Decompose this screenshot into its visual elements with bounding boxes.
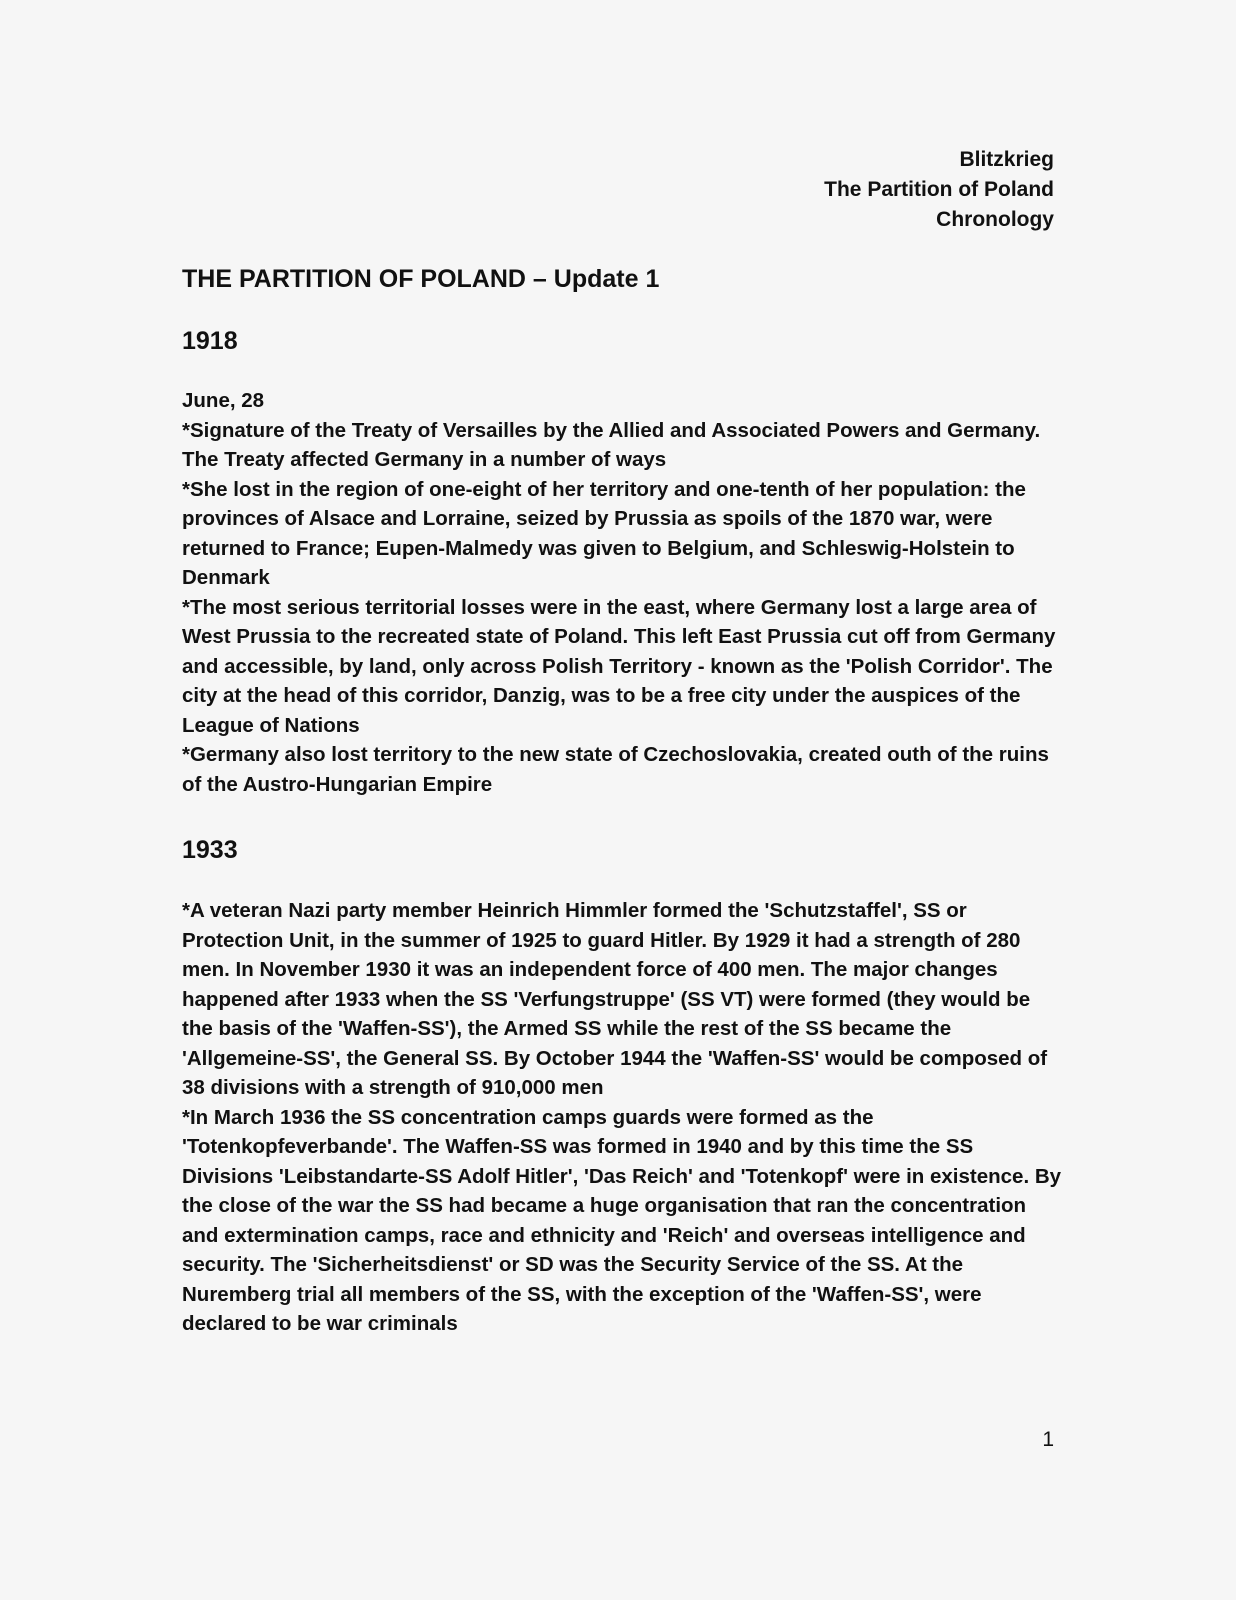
entry-date: June, 28 [182,389,265,412]
year-heading-1918: 1918 [182,327,238,355]
section-1933-body [182,896,1062,1339]
running-header [824,145,1054,235]
paragraph: *Germany also lost territory to the new state of Czechoslovakia, created outh of the ruins of the Austro-Hungarian Empire [182,743,1049,796]
header-section-title: Chronology [936,208,1054,231]
document-title: THE PARTITION OF POLAND – Update 1 [182,265,660,293]
paragraph: *The most serious territorial losses were in the east, where Germany lost a large area of West Prussia to the recreated state of Poland. This left East Prussia cut off from Germany and accessible, by land, only across Polish Territory - known as the 'Polish Corridor'. The city at the head of this corridor, Danzig, was to be a free city under the auspices of the League of Nations [182,595,1056,737]
header-volume-title: The Partition of Poland [824,178,1054,201]
paragraph: *Signature of the Treaty of Versailles by the Allied and Associated Powers and Germany. The Treaty affected Germany in a number of ways [182,418,1041,471]
paragraph: *She lost in the region of one-eight of her territory and one-tenth of her population: the provinces of Alsace and Lorraine, seized by Prussia as spoils of the 1870 war, were returned to France; Eupen-Malmedy was given to Belgium, and Schleswig-Holstein to Denmark [182,477,1026,589]
page-number: 1 [1042,1428,1054,1451]
paragraph: *A veteran Nazi party member Heinrich Himmler formed the 'Schutzstaffel', SS or Protection Unit, in the summer of 1925 to guard Hitler. By 1929 it had a strength of 280 men. In November 1930 it was an independent force of 400 men. The major changes happened after 1933 when the SS 'Verfungstruppe' (SS VT) were formed (they would be the basis of the 'Waffen-SS'), the Armed SS while the rest of the SS became the 'Allgemeine-SS', the General SS. By October 1944 the 'Waffen-SS' would be composed of 38 divisions with a strength of 910,000 men [182,899,1048,1099]
header-series-title: Blitzkrieg [959,148,1054,171]
section-1918-body [182,386,1062,799]
year-heading-1933: 1933 [182,836,238,864]
paragraph: *In March 1936 the SS concentration camps guards were formed as the 'Totenkopfeverbande'. The Waffen-SS was formed in 1940 and by this time the SS Divisions 'Leibstandarte-SS Adolf Hitler', 'Das Reich' and 'Totenkopf' were in existence. By the close of the war the SS had became a huge organisation that ran the concentration and extermination camps, race and ethnicity and 'Reich' and overseas intelligence and security. The 'Sicherheitsdienst' or SD was the Security Service of the SS. At the Nuremberg trial all members of the SS, with the exception of the 'Waffen-SS', were declared to be war criminals [182,1105,1062,1335]
